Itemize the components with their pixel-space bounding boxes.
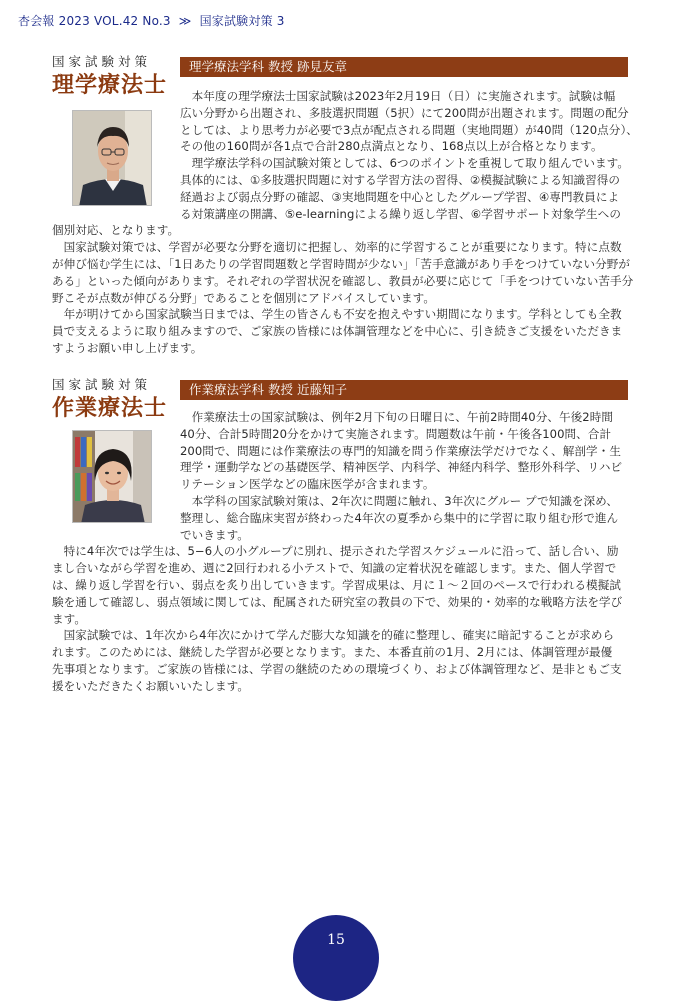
text-line: 具体的には、①多肢選択問題に対する学習方法の習得、②模擬試験による知識習得の bbox=[180, 172, 621, 187]
text-line: れます。このためには、継続した学習が必要となります。また、本番直前の1月、2月には、体調管理が最優 bbox=[52, 645, 613, 660]
text-line: 経過および弱点分野の確認、③実地問題を中心としたグループ学習、④専門教員によ bbox=[180, 189, 620, 204]
section-title-pt: 理学療法士 bbox=[52, 73, 168, 98]
text-line: 年が明けてから国家試験当日までは、学生の皆さんも不安を抱えやすい期間になります。学科としても全教 bbox=[52, 307, 622, 322]
text-line: 40分、合計5時間20分をかけて実施されます。問題数は午前・午後各100問、合計 bbox=[180, 426, 612, 441]
text-line: 200問で、問題には作業療法の専門的知識を問う作業療法学だけでなく、解剖学・生 bbox=[180, 443, 621, 458]
publication-title: 杏会報 2023 VOL.42 No.3 bbox=[18, 14, 171, 28]
text-line: が伸び悩む学生には、「1日あたりの学習問題数と学習時間が少ない」「苦手意識があり手をつけていない分野が bbox=[52, 256, 631, 271]
text-line: 理学・運動学などの基礎医学、精神医学、内科学、神経内科学、整形外科学、リハビ bbox=[180, 460, 623, 475]
text-line: 国家試験対策では、学習が必要な分野を適切に把握し、効率的に学習することが重要になります。特に点数 bbox=[52, 240, 622, 255]
text-line: としては、より思考力が必要で3点が配点される問題（実地問題）が40問（120点分）、 bbox=[180, 122, 638, 137]
author-banner: 作業療法学科 教授 近藤知子 bbox=[180, 380, 628, 400]
text-line: まし合いながら学習を進め、週に2回行われる小テストで、知識の定着状況を確認します。また、個人学習で bbox=[52, 561, 617, 576]
text-line: すようお願い申し上げます。 bbox=[52, 340, 203, 355]
text-line: でいきます。 bbox=[180, 527, 249, 542]
article-body bbox=[52, 409, 622, 695]
text-line: 作業療法士の国家試験は、例年2月下旬の日曜日に、午前2時間40分、午後2時間 bbox=[180, 410, 614, 424]
text-line: る対策講座の開講、⑤e-learningによる繰り返し学習、⑥学習サポート対象学生への bbox=[180, 206, 621, 221]
author-banner: 理学療法学科 教授 跡見友章 bbox=[180, 57, 628, 77]
text-line: 特に4年次では学生は、5−6人の小グループに別れ、提示された学習スケジュールに沿って、話し合い、励 bbox=[52, 544, 619, 559]
article-body bbox=[52, 88, 638, 357]
text-line: 援をいただきたくお願いいたします。 bbox=[52, 678, 250, 693]
page-number: 15 bbox=[293, 915, 379, 1001]
text-line: 先事項となります。ご家族の皆様には、学習の継続のための環境づくり、および体調管理など、是非ともご支 bbox=[52, 661, 622, 676]
text-line: 国家試験では、1年次から4年次にかけて学んだ膨大な知識を的確に整理し、確実に暗記することが求めら bbox=[52, 628, 615, 643]
text-line: 員で支えるように取り組みますので、ご家族の皆様には体調管理などを中心に、引き続きご支援をいただきま bbox=[52, 324, 623, 339]
text-line: 野こそが点数が伸びる分野」であることを個別にアドバイスしています。 bbox=[52, 290, 435, 305]
text-line: 理学療法学科の国試験対策としては、6つのポイントを重視して取り組んでいます。 bbox=[180, 156, 629, 171]
section-kicker: 国家試験対策 bbox=[52, 377, 152, 392]
text-line: ます。 bbox=[52, 611, 87, 626]
text-line: 個別対応、となります。 bbox=[52, 223, 180, 238]
text-line: 験を通して確認し、弱点領域に関しては、配属された研究室の教員の下で、効果的・効率的な戦略方法を学び bbox=[52, 594, 623, 609]
page-header bbox=[18, 12, 285, 29]
text-line: 広い分野から出題され、多肢選択問題（5択）にて200問が出題されます。問題の配分 bbox=[180, 105, 629, 120]
breadcrumb-separator: ≫ bbox=[178, 14, 192, 28]
text-line: 本年度の理学療法士国家試験は2023年2月19日（日）に実施されます。試験は幅 bbox=[180, 89, 616, 103]
text-line: ある」といった傾向があります。それぞれの学習状況を確認し、教員が必要に応じて「手をつけていない苦手分 bbox=[52, 273, 634, 288]
text-line: リテーション医学などの臨床医学が含まれます。 bbox=[180, 477, 435, 492]
section-kicker: 国家試験対策 bbox=[52, 54, 152, 69]
text-line: 本学科の国家試験対策は、2年次に問題に触れ、3年次にグルー プで知識を深め、 bbox=[180, 493, 618, 508]
text-line: は、繰り返し学習を行い、弱点を炙り出していきます。学習成果は、月に１〜２回のペースで行われる模擬試 bbox=[52, 577, 622, 592]
text-line: 整理し、総合臨床実習が終わった4年次の夏季から集中的に学習に取り組む形で進ん bbox=[180, 510, 619, 525]
section-title-ot: 作業療法士 bbox=[52, 396, 168, 421]
section-title: 国家試験対策 3 bbox=[199, 14, 285, 28]
text-line: その他の160問が各1点で合計280点満点となり、168点以上が合格となります。 bbox=[180, 139, 603, 154]
